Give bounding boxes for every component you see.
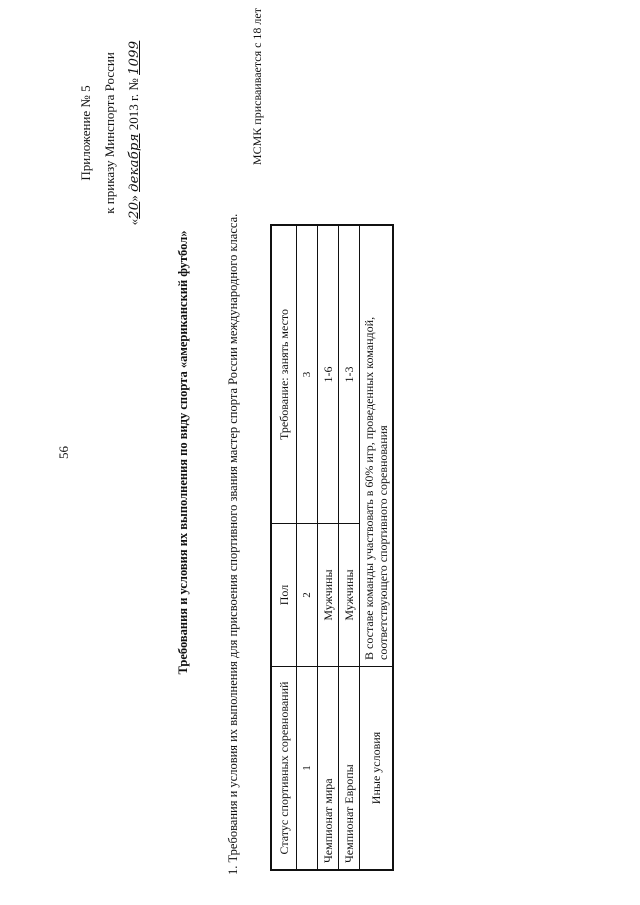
table-row	[318, 225, 339, 870]
header-status: Статус спортивных соревнований	[271, 667, 297, 871]
date-close-quote: »	[126, 195, 141, 202]
row-status: Чемпионат Европы	[339, 667, 360, 871]
row-status: Чемпионат мира	[318, 667, 339, 871]
document-title: Требования и условия их выполнения по виду спорта «американский футбол»	[176, 230, 190, 675]
table-header-row	[271, 225, 297, 870]
handwritten-month: декабря	[127, 133, 142, 192]
table-number-row	[297, 225, 318, 870]
page-number: 56	[56, 446, 71, 459]
requirements-table	[270, 224, 394, 871]
handwritten-day: 20	[127, 201, 142, 219]
column-number: 3	[297, 225, 318, 524]
appendix-number: Приложение № 5	[78, 85, 93, 181]
appendix-date-line	[122, 18, 147, 248]
row-place: 1-6	[318, 225, 339, 524]
date-open-quote: «	[126, 218, 141, 226]
section-heading: 1. Требования и условия их выполнения для присвоения спортивного звания мастер спорта России международного класса.	[226, 213, 240, 875]
table-row-other-conditions	[360, 225, 394, 870]
date-year-text: 2013 г. №	[126, 78, 141, 131]
row-sex: Мужчины	[318, 524, 339, 667]
column-number: 1	[297, 667, 318, 871]
appendix-order-ref: к приказу Минспорта России	[102, 52, 117, 214]
row-place: 1-3	[339, 225, 360, 524]
header-requirement: Требование: занять место	[271, 225, 297, 524]
handwritten-order-number: 1099	[127, 40, 142, 75]
appendix-block	[74, 18, 147, 248]
other-conditions-text: В составе команды участвовать в 60% игр, проведенных командой, соответствующего спортивного соревнования	[360, 225, 394, 667]
table-row	[339, 225, 360, 870]
age-note: МСМК присваивается с 18 лет	[250, 8, 264, 166]
row-sex: Мужчины	[339, 524, 360, 667]
column-number: 2	[297, 524, 318, 667]
header-sex: Пол	[271, 524, 297, 667]
other-conditions-label: Иные условия	[360, 667, 394, 871]
